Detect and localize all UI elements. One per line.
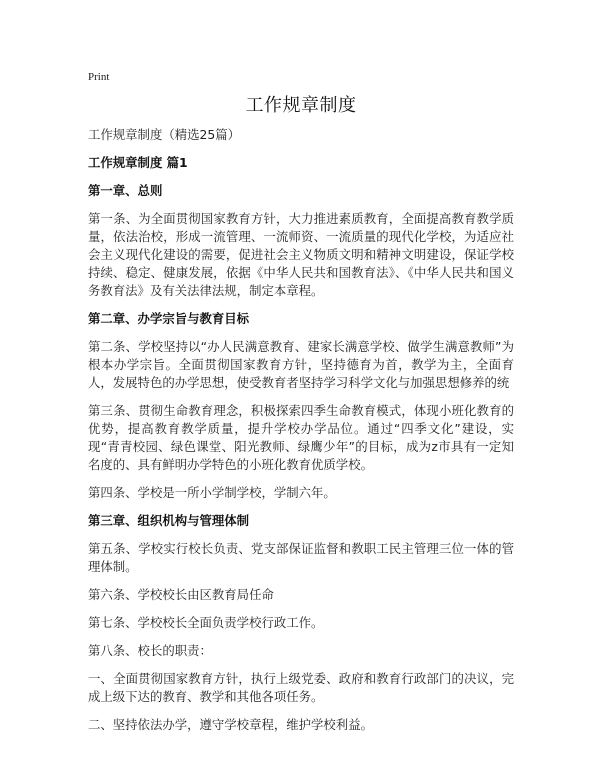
article-paragraph: 第一条、为全面贯彻国家教育方针，大力推进素质教育，全面提高教育教学质量，依法治校，形成一流管理、一流师资、一流质量的现代化学校，为适应社会主义现代化建设的需要，促进社会主义物质文明和精神文明建设，保证学校持续、稳定、健康发展，依据《中华人民共和国教育法》、《中华人民共和国义务教育法》及有关法律法规，制定本章程。 [88, 211, 514, 298]
duty-item: 二、坚持依法办学，遵守学校章程，维护学校利益。 [88, 717, 373, 732]
article-paragraph: 第七条、学校校长全面负责学校行政工作。 [88, 615, 324, 630]
chapter-heading: 第一章、总则 [88, 183, 163, 198]
chapter-heading: 第二章、办学宗旨与教育目标 [88, 311, 250, 326]
article-paragraph: 第四条、学校是一所小学制学校，学制六年。 [88, 485, 336, 500]
print-label: Print [88, 71, 110, 83]
document-title: 工作规章制度 [245, 95, 357, 116]
article-paragraph: 第二条、学校坚持以“办人民满意教育、建家长满意学校、做学生满意教师”为根本办学宗旨。全面贯彻国家教育方针，坚持德育为首，教学为主，全面育人，发展特色的办学思想，使受教育者坚持学习科学文化与加强思想修养的统 [88, 339, 514, 390]
duty-item: 一、全面贯彻国家教育方针，执行上级党委、政府和教育行政部门的决议，完成上级下达的教育、教学和其他各项任务。 [88, 671, 514, 704]
article-paragraph: 第五条、学校实行校长负责、党支部保证监督和教职工民主管理三位一体的管理体制。 [88, 541, 514, 574]
chapter-heading: 第三章、组织机构与管理体制 [88, 513, 250, 528]
article-heading: 工作规章制度 篇1 [88, 155, 188, 170]
article-paragraph: 第八条、校长的职责： [88, 643, 212, 658]
document-subtitle: 工作规章制度（精选25篇） [88, 127, 241, 142]
document-page [88, 70, 514, 744]
article-paragraph: 第三条、贯彻生命教育理念，积极探索四季生命教育模式，体现小班化教育的优势，提高教育教学质量，提升学校办学品位。通过“四季文化”建设，实现“青青校园、绿色课堂、阳光教师、绿鹰少年”的目标，成为z市具有一定知名度的、具有鲜明办学特色的小班化教育优质学校。 [88, 403, 514, 472]
article-paragraph: 第六条、学校校长由区教育局任命 [88, 587, 274, 602]
